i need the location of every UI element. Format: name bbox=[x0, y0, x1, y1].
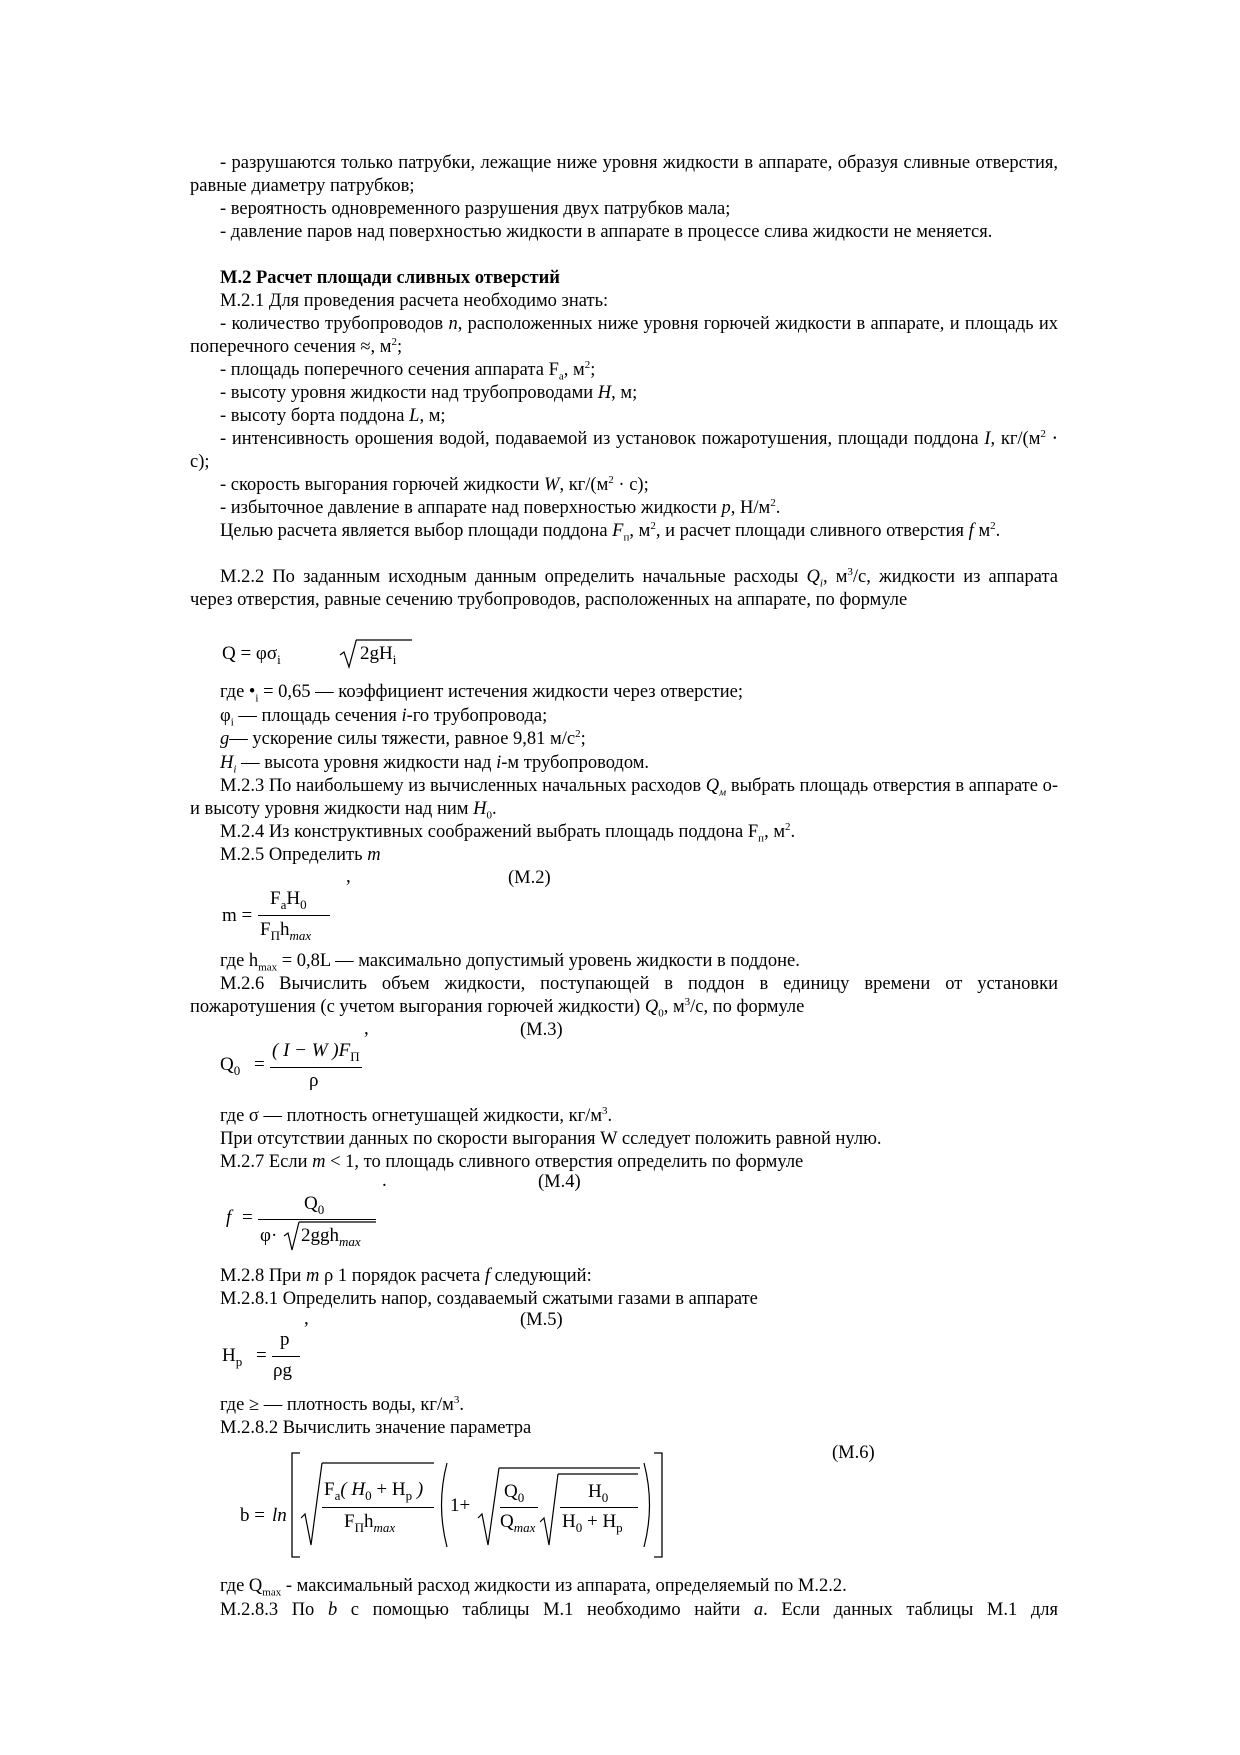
where-hmax: где $h_{max} = 0,8L$ — максимально допустимый уровень жидкости в поддоне. bbox=[220, 951, 800, 974]
where-g: g— ускорение силы тяжести, равное 9,81 $м/с^2$; bbox=[220, 727, 586, 749]
equation-number-m3: (М.3) bbox=[520, 1020, 563, 1040]
paragraph-no-data: При отсутствии данных по скорости выгорания W сследует положить равной нулю. bbox=[220, 1129, 882, 1149]
paragraph-m283: М.2.8.3 По b с помощью таблицы М.1 необходимо найти a. Если данных таблицы М.1 для bbox=[220, 1600, 1058, 1620]
equation-number-m2: (М.2) bbox=[508, 868, 551, 888]
item-tray-rim: - высоту борта поддона L, м; bbox=[220, 406, 446, 426]
item-overpressure: - избыточное давление в аппарате над поверхностью жидкости p, $Н/м^2$. bbox=[220, 496, 781, 518]
paragraph-m24: М.2.4 Из конструктивных соображений выбрать площадь поддона $F_п$, $м^2$. bbox=[220, 820, 796, 845]
item-apparatus-area: - площадь поперечного сечения аппарата $F_а$, $м^2$; bbox=[220, 358, 596, 383]
where-h: $H_i$ — высота уровня жидкости над i-м трубопроводом. bbox=[220, 753, 650, 776]
paragraph-m25: М.2.5 Определить m bbox=[220, 845, 381, 865]
where-phi: $\varphi_i$ — площадь сечения i-го трубопровода; bbox=[220, 706, 548, 729]
paragraph-m281: М.2.8.1 Определить напор, создаваемый сжатыми газами в аппарате bbox=[220, 1289, 758, 1309]
paragraph-m26: М.2.6 Вычислить объем жидкости, поступающей в поддон в единицу времени от установки пожаротушения (с учетом выгорания горючей жидкости) $Q_0$, $м^3/с$, по формуле bbox=[190, 974, 1058, 1020]
section-heading: М.2 Расчет площади сливных отверстий bbox=[220, 268, 560, 288]
where-rho: где ≥ — плотность воды, $кг/м^3$. bbox=[220, 1393, 464, 1415]
paragraph-probability: - вероятность одновременного разрушения двух патрубков мала; bbox=[220, 199, 731, 219]
paragraph-pipes-break: - разрушаются только патрубки, лежащие ниже уровня жидкости в аппарате, образуя сливные отверстия, равные диаметру патрубков; bbox=[190, 153, 1058, 196]
paragraph-m21: М.2.1 Для проведения расчета необходимо знать: bbox=[220, 291, 609, 311]
where-sigma: где σ — плотность огнетушащей жидкости, $кг/м^3$. bbox=[220, 1104, 613, 1126]
paragraph-goal: Целью расчета является выбор площади поддона $F_п$, $м^2$, и расчет площади сливного отверстия f $м^2$. bbox=[220, 519, 1001, 544]
where-mu: где $•_i = 0,65$ — коэффициент истечения жидкости через отверстие; bbox=[220, 682, 743, 705]
item-irrigation: - интенсивность орошения водой, подаваемой из установок пожаротушения, площади поддона I, $кг/(м^2 \cdot с)$; bbox=[190, 427, 1058, 472]
equation-number-m5: (М.5) bbox=[520, 1310, 563, 1330]
paragraph-m22: М.2.2 По заданным исходным данным определить начальные расходы $Q_i$, $м^3/с$, жидкости из аппарата через отверстия, равные сечению трубопроводов, расположенных на аппарате, по формуле bbox=[190, 565, 1059, 610]
paragraph-m282: М.2.8.2 Вычислить значение параметра bbox=[220, 1418, 532, 1438]
paragraph-m27: М.2.7 Если m < 1, то площадь сливного отверстия определить по формуле bbox=[220, 1152, 804, 1172]
paragraph-pressure: - давление паров над поверхностью жидкости в аппарате в процессе слива жидкости не меняется. bbox=[220, 222, 993, 242]
item-pipe-count: - количество трубопроводов n, расположенных ниже уровня горючей жидкости в аппарате, и площадь их поперечного сечения ≈, $м^2$; bbox=[190, 314, 1059, 357]
item-liquid-height: - высоту уровня жидкости над трубопроводами H, м; bbox=[220, 383, 638, 403]
paragraph-m28: М.2.8 При m ρ 1 порядок расчета f следующий: bbox=[220, 1266, 592, 1286]
where-qmax: где $Q_{max}$ - максимальный расход жидкости из аппарата, определяемый по М.2.2. bbox=[220, 1576, 847, 1599]
paragraph-m23: М.2.3 По наибольшему из вычисленных начальных расходов $Q_м$ выбрать площадь отверстия в аппарате о- и высоту уровня жидкости над ним $H_0$. bbox=[190, 776, 1059, 822]
document-page: - разрушаются только патрубки, лежащие ниже уровня жидкости в аппарате, образуя сливные отверстия, равные диаметру патрубков; - вероятность одновременного разрушения двух патрубков мала; - давление паров над поверхностью жидкости в аппарате в процессе слива жидкости не меняется. М.2 Расчет площади сливных отверстий М.2.1 Для проведения расчета необходимо знать: - количество трубопроводов n, расположенных ниже уровня горючей жидкости в аппарате, и площадь их поперечного сечения ≈, $м^2$; - площадь поперечного сечения аппарата $F_а$, $м^2$; - высоту уровня жидкости над трубопроводами H, м; - высоту борта поддона L, м; - интенсивность орошения водой, подаваемой из установок пожаротушения, площади поддона I, $кг/(м^2 \cdot с)$; - скорость выгорания горючей жидкости W, $кг/(м^2 \cdot с)$; - избыточное давление в аппарате над поверхностью жидкости p, $Н/м^2$. Целью расчета является выбор площади поддона $F_п$, $м^2$, и расчет площади сливного отверстия f $м^2$. М.2.2 По заданным исходным данным определить начальные расходы $Q_i$, $м^3/с$, жидкости из аппарата через отверстия, равные сечению трубопроводов, расположенных на аппарате, по формуле $Q = \varphi\sigma_i$ $2gH_i$ где $•_i = 0,65$ — коэффициент истечения жидкости через отверстие; $\varphi_i$ — площадь сечения i-го трубопровода; g— ускорение силы тяжести, равное 9,81 $м/с^2$; $H_i$ — высота уровня жидкости над i-м трубопроводом. М.2.3 По наибольшему из вычисленных начальных расходов $Q_м$ выбрать площадь отверстия в аппарате о- и высоту уровня жидкости над ним $H_0$. М.2.4 Из конструктивных соображений выбрать площадь поддона $F_п$, $м^2$. М.2.5 Определить m , (М.2) m = $F_aH_0$ $F_Пh_{max}$ где $h_{max} = 0,8L$ — максимально допустимый уровень жидкости в поддоне. М.2.6 Вычислить объем жидкости, поступающей в поддон в единицу времени от установки пожаротушения (с учетом выгорания горючей жидкости) $Q_0$, $м^3/с$, по формуле , (М.3) $Q_0$ = ( I − W )$F_П$ ρ где σ — плотность огнетушащей жидкости, $кг/м^3$. При отсутствии данных по скорости выгорания W сследует положить равной нулю. М.2.7 Если m < 1, то площадь сливного отверстия определить по формуле . (М.4) f = $Q_0$ φ· 2ggh$_{max}$ М.2.8 При m ρ 1 порядок расчета f следующий: М.2.8.1 Определить напор, создаваемый сжатыми газами в аппарате , (М.5) $H_р$ = p ρg где ≥ — плотность воды, $кг/м^3$. М.2.8.2 Вычислить значение параметра (М.6) b = ln $F_a$( $H_0 + H_p$ ) $F_Пh_{max}$ 1+ $Q_0$ $Q_{max}$ $H_0$ $H_0 + H_p$ где $Q_{max}$ - максимальный расход жидкости из аппарата, определяемый по М.2.2. М.2.8.3 По b с помощью таблицы М.1 необходимо найти a. Если данных таблицы М.1 для bbox=[190, 153, 1059, 1620]
equation-number-m6: (М.6) bbox=[832, 1443, 875, 1463]
equation-number-m4: (М.4) bbox=[538, 1172, 581, 1192]
item-burn-rate: - скорость выгорания горючей жидкости W, $кг/(м^2 \cdot с)$; bbox=[220, 473, 649, 495]
